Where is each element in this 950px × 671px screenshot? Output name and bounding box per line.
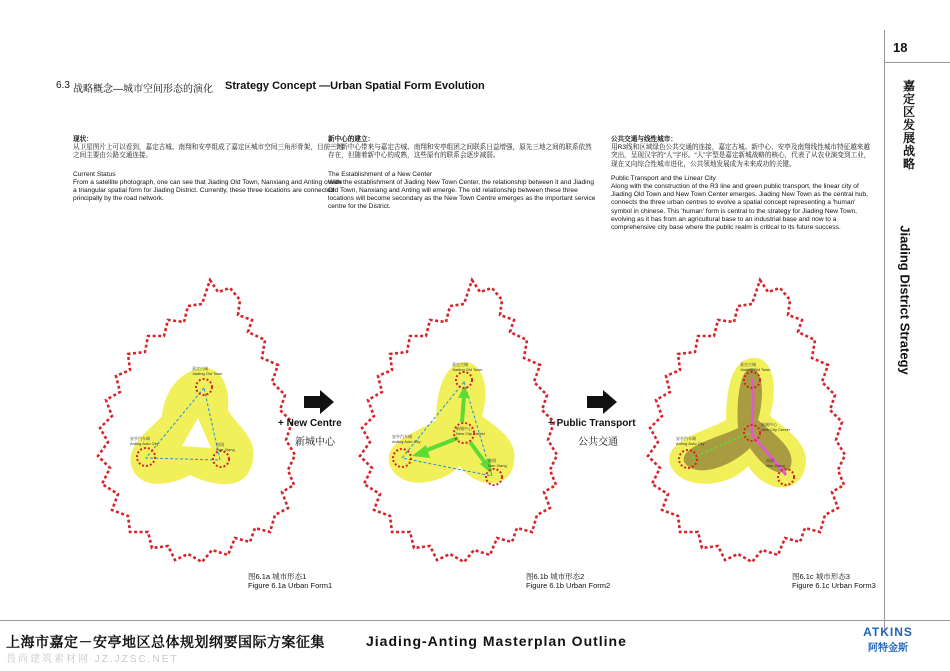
arrow-label-public-transport: + Public Transport xyxy=(548,418,636,429)
column-head-en: Current Status xyxy=(73,170,116,178)
label-anting-cn: 安亭汽车城 xyxy=(392,434,412,439)
column-body-en: With the establishment of Jiading New Town Center, the relationship between it and Jiading Old Town, Nanxiang and Anting will emerge. The old relationship between these three locations will become secondary as the New Town Centre emerges as the important service centre for the District. xyxy=(328,178,596,211)
section-title-cn: 战略概念—城市空间形态的演化 xyxy=(73,84,213,95)
urban-form-map-1 xyxy=(90,270,300,570)
label-anting-cn: 安亭汽车城 xyxy=(676,436,696,441)
side-title-en-text: Jiading District Strategy xyxy=(897,225,913,375)
column-head-en: Public Transport and the Linear City xyxy=(611,174,716,182)
footer-title-en: Jiading-Anting Masterplan Outline xyxy=(366,633,627,649)
label-nanxiang-en: Nan Xiang xyxy=(488,463,507,468)
watermark: 畏尚建筑素材网 JZ.JZSC.NET xyxy=(6,654,179,665)
label-new-center-cn: 新城中心 xyxy=(456,426,472,431)
column-head-cn: 新中心的建立： xyxy=(328,136,375,143)
green-link-to-old-town xyxy=(462,396,464,422)
side-title-cn: 嘉定区发展战略 xyxy=(903,79,916,171)
label-anting-en: Anting Auto City xyxy=(676,441,705,446)
column-body-cn: 一个新中心带来与嘉定古城、南翔和安亭组团之间联系日益增强，原先三地之间的联系依然存在，但随着新中心的成熟，这些原有的联系会逐步减弱。 xyxy=(328,144,592,160)
label-old-town-en: Jiading Old Town xyxy=(740,367,771,372)
label-nanxiang-en: Nan Xiang xyxy=(766,463,785,468)
column-head-en: The Establishment of a New Center xyxy=(328,170,433,178)
column-body-en: From a satellite photograph, one can see that Jiading Old Town, Nanxiang and Anting create a triangular spatial form for Jiading District. Currently, these three locations are connected principally by the road network. xyxy=(73,178,343,203)
footer-title-cn: 上海市嘉定－安亭地区总体规划纲要国际方案征集 xyxy=(6,634,325,650)
label-nanxiang-cn: 南翔 xyxy=(216,442,224,447)
section-title-en: Strategy Concept —Urban Spatial Form Evolution xyxy=(225,80,485,92)
label-old-town-en: Jiading Old Town xyxy=(192,371,223,376)
label-old-town-cn: 嘉定古城 xyxy=(740,362,756,367)
caption-cn: 图6.1c 城市形态3 xyxy=(792,572,850,581)
caption-cn: 图6.1b 城市形态2 xyxy=(526,572,585,581)
section-number: 6.3 xyxy=(56,80,70,91)
page-number-rule xyxy=(884,62,950,63)
logo-cn: 阿特金斯 xyxy=(868,643,908,654)
label-new-center-en: New City Center xyxy=(761,427,791,432)
arrow-right-icon xyxy=(304,390,334,414)
label-anting-en: Anting Auto City xyxy=(392,439,421,444)
page-number: 18 xyxy=(893,40,908,55)
label-old-town-en: Jiading Old Town xyxy=(452,367,483,372)
column-current-status xyxy=(73,136,345,203)
label-old-town-cn: 嘉定古城 xyxy=(452,362,468,367)
label-old-town-cn: 嘉定古城 xyxy=(192,366,208,371)
label-nanxiang-cn: 南翔 xyxy=(488,458,496,463)
caption-en: Figure 6.1c Urban Form3 xyxy=(792,581,876,590)
arrow-label-new-centre: + New Centre xyxy=(278,418,342,429)
figure-caption-2 xyxy=(526,572,610,590)
column-body-cn: 用R3线和区域绿色公共交通的连接，嘉定古城、新中心、安亭及南翔线性城市特征越来越突出，呈现汉字的“人”字形。“人”字型是嘉定新城战略的核心，代表了从农业演变到工业，现在又向综合性城市进化，公共领地发展成为未来成功的关键。 xyxy=(611,144,871,168)
label-nanxiang-en: Nan Xiang xyxy=(216,447,235,452)
column-public-transport xyxy=(611,136,873,232)
footer-rule xyxy=(0,620,950,621)
arrow-sub-public-transport: 公共交通 xyxy=(578,437,618,448)
caption-cn: 图6.1a 城市形态1 xyxy=(248,572,307,581)
column-body-cn: 从卫星图片上可以看到，嘉定古城、南翔和安亭组成了嘉定区城市空间三角形骨架，目前三地之间主要由公路交通连接。 xyxy=(73,144,344,160)
label-anting-cn: 安亭汽车城 xyxy=(130,436,150,441)
label-anting-en: Anting Auto City xyxy=(130,441,159,446)
column-new-center xyxy=(328,136,598,212)
column-head-cn: 现状： xyxy=(73,136,93,143)
right-margin-rule xyxy=(884,30,885,630)
district-boundary xyxy=(98,280,295,562)
urban-zone xyxy=(130,368,253,484)
atkins-logo xyxy=(858,625,918,654)
logo-en: ATKINS xyxy=(863,625,913,639)
figure-caption-1 xyxy=(248,572,332,590)
column-head-cn: 公共交通与线性城市： xyxy=(611,136,677,143)
caption-en: Figure 6.1b Urban Form2 xyxy=(526,581,611,590)
arrow-right-icon xyxy=(587,390,617,414)
urban-form-map-3 xyxy=(640,270,850,570)
figure-caption-3 xyxy=(792,572,876,590)
label-nanxiang-cn: 南翔 xyxy=(766,458,774,463)
caption-en: Figure 6.1a Urban Form1 xyxy=(248,581,333,590)
label-new-center-cn: 新城中心 xyxy=(761,422,777,427)
side-title-en xyxy=(895,225,915,375)
label-new-center-en: New City Center xyxy=(456,431,486,436)
column-body-en: Along with the construction of the R3 line and green public transport, the linear city of Jiading Old Town and New Town Center emerges. Jiading New Town as the central hub, connects the three urban centres to evolve a spatial concept representing a 'human' symbol in chinese. This 'human' form is central to the strategy for Jiading New Town, evolving as it has from an agricultural base to an industrial base and now to a comprehensive city base where the public realm is critical to its future success. xyxy=(611,183,868,232)
arrow-sub-new-centre: 新城中心 xyxy=(295,437,335,448)
urban-form-map-2 xyxy=(352,270,562,570)
